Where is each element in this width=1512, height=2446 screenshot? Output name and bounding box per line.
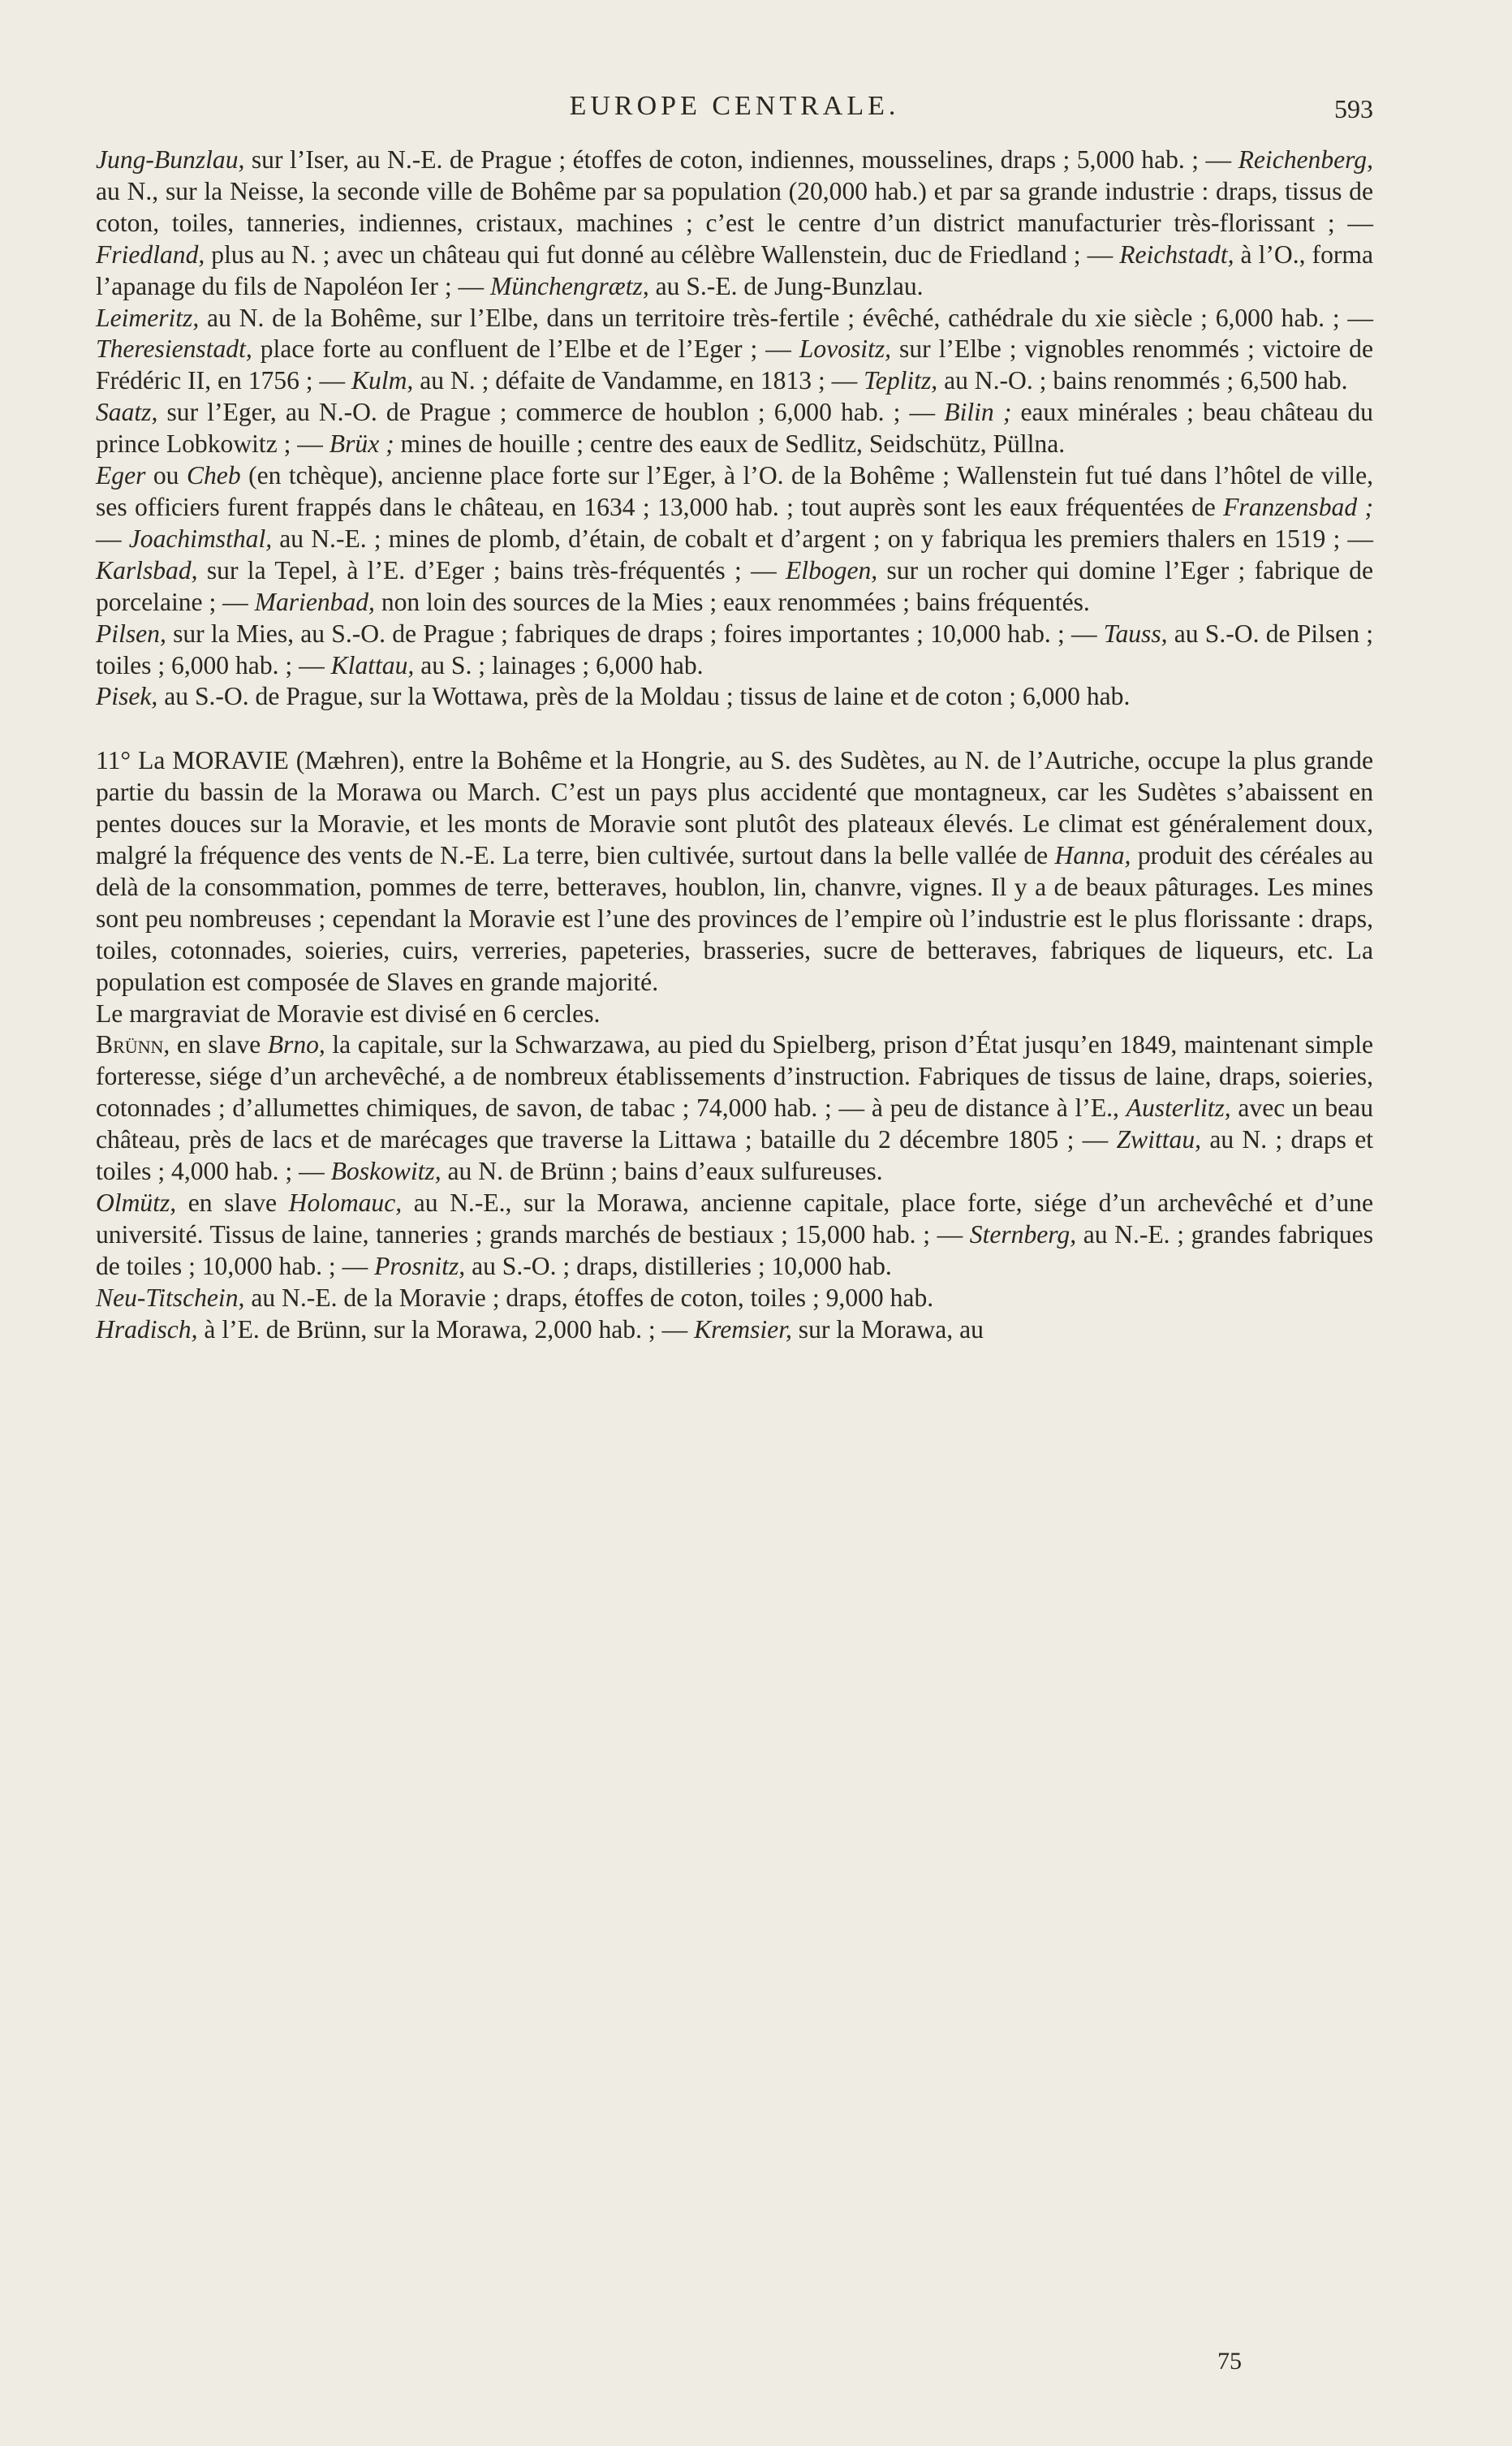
text-run: avec un beau château, près de lacs et de marécages que traverse la Littawa ; bataille du 2 décembre 1805 ; — bbox=[96, 1094, 1373, 1154]
place-name: Neu-Titschein, bbox=[96, 1283, 245, 1312]
sheet-signature: 75 bbox=[1217, 2348, 1242, 2375]
place-name: Jung-Bunzlau, bbox=[96, 145, 245, 174]
paragraph-saatz bbox=[96, 397, 1373, 460]
page-number: 593 bbox=[1334, 94, 1373, 123]
text-run: — bbox=[96, 524, 129, 553]
place-name: Boskowitz, bbox=[330, 1157, 442, 1186]
text-run: la capitale, sur la Schwarzawa, au pied du Spielberg, prison d’État jusqu’en 1849, maintenant simple forteresse, siége d’un archevêché, a de nombreux établissements d’instruction. Fabriques de tissus de laine, draps, soieries, cotonnades ; d’allumettes chimiques, de savon, de tabac ; 74,000 hab. ; — à peu de distance à l’E., bbox=[96, 1030, 1373, 1123]
place-name: Cheb bbox=[186, 461, 241, 490]
paragraph-jung-bunzlau bbox=[96, 145, 1373, 303]
capital-name: Brünn, bbox=[96, 1030, 170, 1059]
text-run: à l’O., forma l’apanage du fils de Napoléon Ier ; — bbox=[96, 239, 1373, 300]
place-name: Prosnitz, bbox=[374, 1251, 466, 1280]
text-run: au N. ; défaite de Vandamme, en 1813 ; — bbox=[413, 366, 864, 395]
text-run: au S. ; lainages ; 6,000 hab. bbox=[414, 650, 704, 679]
place-name: Austerlitz, bbox=[1126, 1094, 1231, 1123]
place-name: Marienbad, bbox=[254, 587, 375, 616]
place-name: Sternberg, bbox=[969, 1219, 1077, 1249]
place-name: Eger bbox=[96, 461, 146, 490]
place-name: Tauss, bbox=[1103, 619, 1168, 648]
text-run: à l’E. de Brünn, sur la Morawa, 2,000 hab. ; — bbox=[197, 1314, 695, 1344]
text-run: au S.-E. de Jung-Bunzlau. bbox=[648, 271, 924, 300]
text-run: au S.-O. de Pilsen ; toiles ; 6,000 hab. ; — bbox=[96, 619, 1373, 679]
place-name: Pilsen, bbox=[96, 619, 166, 648]
place-name: Kremsier, bbox=[694, 1314, 792, 1344]
place-name: Kulm, bbox=[351, 366, 414, 395]
place-name: Klattau, bbox=[330, 650, 415, 679]
place-name: Brüx ; bbox=[329, 429, 394, 459]
place-name: Joachimsthal, bbox=[128, 524, 273, 553]
place-name: Reichenberg, bbox=[1238, 145, 1373, 174]
text-run: ou bbox=[145, 461, 187, 490]
paragraph-leimeritz bbox=[96, 303, 1373, 398]
text-run: au N.-E. ; grandes fabriques de toiles ; 10,000 hab. ; — bbox=[96, 1219, 1373, 1280]
place-name: Friedland, bbox=[96, 239, 205, 269]
place-name: Theresienstadt, bbox=[96, 334, 252, 364]
paragraph-pisek bbox=[96, 681, 1373, 713]
text-run: (en tchèque), ancienne place forte sur l’Eger, à l’O. de la Bohême ; Wallenstein fut tué dans l’hôtel de ville, ses officiers furent frappés dans le château, en 1634 ; 13,000 hab. ; tout auprès sont les eaux fréquentées de bbox=[96, 461, 1373, 521]
paragraph-brunn bbox=[96, 1029, 1373, 1188]
text-run: au N. de la Bohême, sur l’Elbe, dans un territoire très-fertile ; évêché, cathédrale du xie siècle ; 6,000 hab. ; — bbox=[199, 303, 1373, 332]
text-run: au N.-E. ; mines de plomb, d’étain, de cobalt et d’argent ; on y fabriqua les premiers thalers en 1519 ; — bbox=[272, 524, 1374, 553]
text-run: sur la Morawa, au bbox=[791, 1314, 984, 1344]
paragraph-pilsen bbox=[96, 619, 1373, 682]
paragraph-moravie bbox=[96, 745, 1373, 998]
text-run: plus au N. ; avec un château qui fut donné au célèbre Wallenstein, duc de Friedland ; — bbox=[205, 239, 1120, 269]
text-run: non loin des sources de la Mies ; eaux renommées ; bains fréquentés. bbox=[374, 587, 1090, 616]
text-run: sur l’Eger, au N.-O. de Prague ; commerce de houblon ; 6,000 hab. ; — bbox=[157, 398, 945, 427]
text-run: sur un rocher qui domine l’Eger ; fabrique de porcelaine ; — bbox=[96, 555, 1373, 616]
text-run: en slave bbox=[176, 1188, 289, 1217]
running-title: EUROPE CENTRALE. bbox=[569, 91, 900, 121]
text-run: au N. ; draps et toiles ; 4,000 hab. ; — bbox=[96, 1125, 1373, 1186]
place-name: Holomauc, bbox=[288, 1188, 403, 1217]
text-run: sur l’Iser, au N.-E. de Prague ; étoffes de coton, indiennes, mousselines, draps ; 5,000 hab. ; — bbox=[244, 145, 1238, 174]
place-name: Zwittau, bbox=[1116, 1125, 1202, 1154]
place-name: Leimeritz, bbox=[96, 303, 200, 332]
text-run: sur l’Elbe ; vignobles renommés ; victoire de Frédéric II, en 1756 ; — bbox=[96, 334, 1373, 395]
place-name: Saatz, bbox=[96, 398, 158, 427]
body-text bbox=[96, 145, 1373, 1346]
place-name: Teplitz, bbox=[864, 366, 938, 395]
text-run: 11° La MORAVIE (Mæhren), entre la Bohême et la Hongrie, au S. des Sudètes, au N. de l’Autriche, occupe la plus grande partie du bassin de la Morawa ou March. C’est un pays plus accidenté que montagneux, car les Sudètes s’abaissent en pentes douces sur la Moravie, et les monts de Moravie sont plutôt des plateaux élevés. Le climat est généralement doux, malgré la fréquence des vents de N.-E. La terre, bien cultivée, surtout dans la belle vallée de bbox=[96, 746, 1373, 870]
paragraph-hradisch bbox=[96, 1314, 1373, 1346]
text-run: au S.-O. de Prague, sur la Wottawa, près de la Moldau ; tissus de laine et de coton ; 6,000 hab. bbox=[157, 682, 1131, 711]
place-name: Hanna, bbox=[1054, 841, 1131, 870]
place-name: Münchengrætz, bbox=[490, 271, 649, 300]
place-name: Karlsbad, bbox=[96, 555, 198, 585]
paragraph-margraviat bbox=[96, 999, 1373, 1030]
page-header bbox=[96, 91, 1373, 132]
paragraph-olmutz bbox=[96, 1188, 1373, 1283]
text-run: au N.-E. de la Moravie ; draps, étoffes de coton, toiles ; 9,000 hab. bbox=[244, 1283, 934, 1312]
text-run: au S.-O. ; draps, distilleries ; 10,000 hab. bbox=[465, 1251, 892, 1280]
place-name: Reichstadt, bbox=[1119, 239, 1234, 269]
place-name: Brno, bbox=[267, 1030, 325, 1059]
text-run: place forte au confluent de l’Elbe et de l’Eger ; — bbox=[252, 334, 799, 364]
text-run: sur la Tepel, à l’E. d’Eger ; bains très-fréquentés ; — bbox=[197, 555, 786, 585]
text-run: sur la Mies, au S.-O. de Prague ; fabriques de draps ; foires importantes ; 10,000 hab. ; — bbox=[166, 619, 1104, 648]
text-run: au N.-O. ; bains renommés ; 6,500 hab. bbox=[937, 366, 1348, 395]
text-run: eaux minérales ; beau château du prince Lobkowitz ; — bbox=[96, 398, 1373, 459]
text-run: au N. de Brünn ; bains d’eaux sulfureuses. bbox=[441, 1157, 883, 1186]
paragraph-eger bbox=[96, 460, 1373, 619]
place-name: Hradisch, bbox=[96, 1314, 198, 1344]
place-name: Franzensbad ; bbox=[1223, 492, 1373, 521]
text-run: Le margraviat de Moravie est divisé en 6 cercles. bbox=[96, 999, 601, 1028]
text-run: produit des céréales au delà de la consommation, pommes de terre, betteraves, houblon, lin, chanvre, vignes. Il y a de beaux pâturages. Les mines sont peu nombreuses ; cependant la Moravie est l’une des provinces de l’empire où l’industrie est le plus florissante : draps, toiles, cotonnades, soieries, cuirs, verreries, papeteries, brasseries, sucre de betteraves, fabriques de liqueurs, etc. La population est composée de Slaves en grande majorité. bbox=[96, 841, 1373, 996]
paragraph-neu-titschein bbox=[96, 1283, 1373, 1314]
place-name: Lovositz, bbox=[799, 334, 892, 364]
place-name: Pisek, bbox=[96, 682, 158, 711]
place-name: Olmütz, bbox=[96, 1188, 177, 1217]
text-run: mines de houille ; centre des eaux de Sedlitz, Seidschütz, Püllna. bbox=[394, 429, 1066, 459]
place-name: Elbogen, bbox=[786, 555, 878, 585]
text-run: en slave bbox=[170, 1030, 268, 1059]
text-run: au N., sur la Neisse, la seconde ville de Bohême par sa population (20,000 hab.) et par sa grande industrie : draps, tissus de coton, toiles, tanneries, indiennes, cristaux, machines ; c’est le centre d’un district manufacturier très-florissant ; — bbox=[96, 176, 1373, 237]
place-name: Bilin ; bbox=[944, 398, 1012, 427]
text-run: au N.-E., sur la Morawa, ancienne capitale, place forte, siége d’un archevêché et d’une université. Tissus de laine, tanneries ; grands marchés de bestiaux ; 15,000 hab. ; — bbox=[96, 1188, 1373, 1249]
